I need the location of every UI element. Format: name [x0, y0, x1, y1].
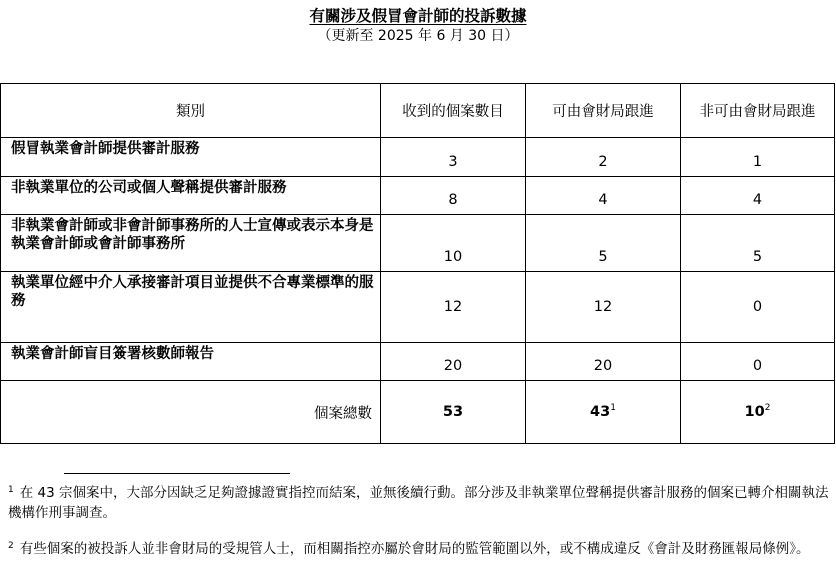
row-category: 非執業會計師或非會計師事務所的人士宣傳或表示本身是執業會計師或會計師事務所 — [1, 215, 381, 272]
header-not-followed: 非可由會財局跟進 — [681, 84, 835, 138]
total-label: 個案總數 — [1, 381, 381, 444]
total-not-followed-value: 10 — [744, 404, 765, 420]
row-not-followed: 5 — [681, 215, 835, 272]
table-header-row — [1, 84, 835, 138]
footnote-text: 在 43 宗個案中，大部分因缺乏足夠證據證實指控而結案，並無後續行動。部分涉及非執業單位聲稱提供審計服務的個案已轉介相關執法機構作刑事調查。 — [8, 485, 829, 521]
row-not-followed: 1 — [681, 138, 835, 177]
footnote-2 — [8, 539, 833, 559]
table-row — [1, 215, 835, 272]
total-not-followed — [681, 381, 835, 444]
total-received: 53 — [381, 381, 526, 444]
row-followed: 5 — [526, 215, 681, 272]
footnote-text: 有些個案的被投訴人並非會財局的受規管人士，而相關指控亦屬於會財局的監管範圍以外，或不構成違反《會計及財務匯報局條例》。 — [19, 541, 810, 557]
row-category: 執業會計師盲目簽署核數師報告 — [1, 343, 381, 381]
footnote-1 — [8, 483, 833, 523]
row-received: 12 — [381, 272, 526, 343]
row-followed: 20 — [526, 343, 681, 381]
footnote-ref-2: 2 — [764, 403, 771, 414]
page-title-text: 有關涉及假冒會計師的投訴數據 — [309, 7, 527, 25]
page-subtitle: （更新至 2025 年 6 月 30 日） — [317, 28, 519, 44]
row-category: 非執業單位的公司或個人聲稱提供審計服務 — [1, 177, 381, 215]
table-row — [1, 272, 835, 343]
footnote-marker: 2 — [8, 540, 14, 551]
footnote-divider — [64, 473, 290, 474]
footnote-ref-1: 1 — [610, 403, 616, 414]
table-row — [1, 138, 835, 177]
complaints-table — [0, 83, 835, 444]
row-received: 3 — [381, 138, 526, 177]
header-received: 收到的個案數目 — [381, 84, 526, 138]
table-row — [1, 177, 835, 215]
page-title — [0, 4, 836, 26]
table-row — [1, 343, 835, 381]
header-category: 類別 — [1, 84, 381, 138]
row-received: 8 — [381, 177, 526, 215]
total-followed-value: 43 — [590, 404, 611, 420]
row-followed: 2 — [526, 138, 681, 177]
header-followed: 可由會財局跟進 — [526, 84, 681, 138]
footnote-marker: 1 — [8, 484, 14, 495]
row-not-followed: 4 — [681, 177, 835, 215]
row-received: 20 — [381, 343, 526, 381]
row-followed: 4 — [526, 177, 681, 215]
row-followed: 12 — [526, 272, 681, 343]
table-total-row — [1, 381, 835, 444]
row-category: 假冒執業會計師提供審計服務 — [1, 138, 381, 177]
total-followed — [526, 381, 681, 444]
row-received: 10 — [381, 215, 526, 272]
row-not-followed: 0 — [681, 343, 835, 381]
row-not-followed: 0 — [681, 272, 835, 343]
row-category: 執業單位經中介人承接審計項目並提供不合專業標準的服務 — [1, 272, 381, 343]
